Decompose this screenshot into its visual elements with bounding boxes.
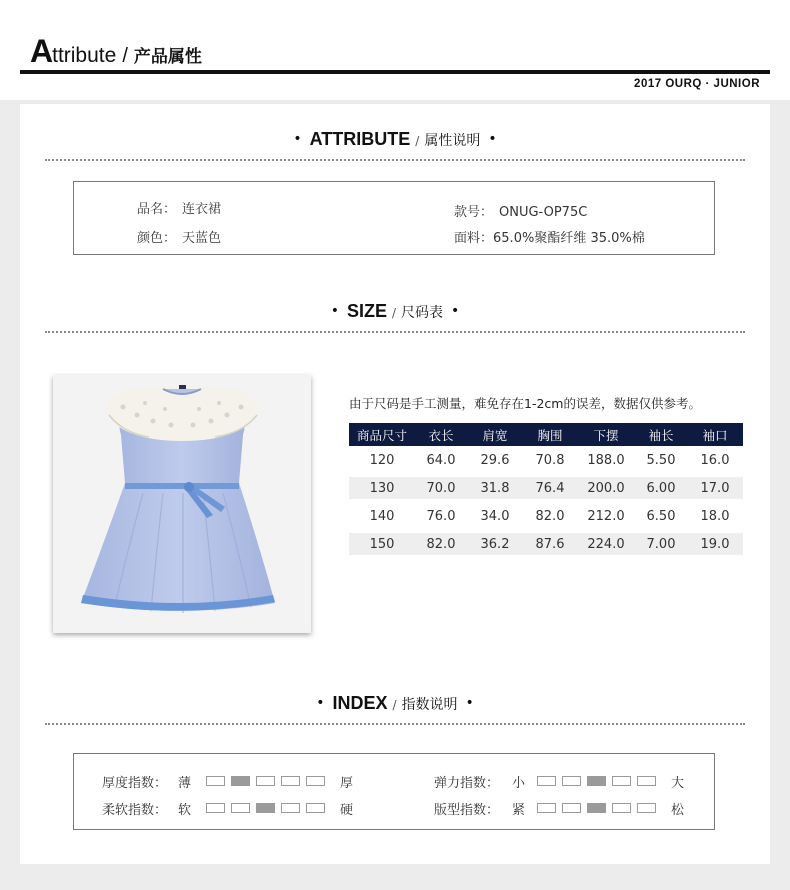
index-heading (20, 693, 770, 714)
table-cell: 188.0 (587, 452, 625, 468)
attr-fabric-value: 65.0%聚酯纤维 35.0%棉 (493, 231, 645, 246)
bullet-icon: • (451, 303, 460, 319)
table-cell: 82.0 (535, 508, 565, 524)
index-high-label: 松 (671, 803, 685, 818)
bullet-icon: • (465, 695, 474, 711)
index-cell (562, 803, 581, 813)
attr-fabric (454, 227, 645, 246)
table-cell: 150 (349, 532, 415, 557)
column-header: 肩宽 (467, 423, 523, 446)
size-heading-en: SIZE (346, 301, 387, 321)
bullet-icon: • (316, 695, 325, 711)
index-cell (562, 776, 581, 786)
index-cell-active (587, 776, 606, 786)
attr-name (137, 198, 221, 217)
table-cell: 17.0 (687, 476, 743, 501)
attr-style (454, 201, 587, 220)
attr-name-label: 品名： (137, 202, 177, 217)
heading-slash: / (392, 698, 397, 712)
table-cell: 29.6 (480, 452, 510, 468)
softness-index (102, 799, 382, 817)
table-row (349, 532, 743, 557)
table-cell: 6.50 (646, 508, 676, 524)
dotted-divider (45, 331, 745, 333)
size-chart-note: 由于尺码是手工测量，难免存在1-2cm的误差，数据仅供参考。 (349, 396, 701, 411)
index-high-label: 厚 (340, 776, 354, 791)
index-label: 柔软指数： (102, 803, 168, 818)
size-chart-table (349, 423, 743, 558)
table-cell: 16.0 (700, 452, 730, 468)
column-header: 商品尺寸 (349, 423, 415, 446)
index-cell (637, 803, 656, 813)
index-scale (206, 803, 331, 818)
heading-slash: / (415, 134, 420, 148)
table-row (349, 476, 743, 501)
fit-index (434, 799, 714, 817)
size-heading (20, 301, 770, 322)
dotted-divider (45, 159, 745, 161)
index-cell-active (231, 776, 250, 786)
index-label: 厚度指数： (102, 776, 168, 791)
attr-color (137, 227, 221, 246)
index-heading-cn: 指数说明 (401, 697, 458, 713)
table-cell: 212.0 (587, 508, 625, 524)
thickness-index (102, 772, 382, 790)
dress-illustration (53, 375, 311, 633)
content-card (20, 104, 770, 864)
bullet-icon: • (488, 131, 497, 147)
brand-title (30, 33, 202, 70)
table-cell: 87.6 (523, 532, 577, 557)
table-cell: 200.0 (577, 476, 635, 501)
index-label: 弹力指数： (434, 776, 500, 791)
table-cell: 140 (369, 508, 395, 524)
index-cell-active (587, 803, 606, 813)
table-cell: 5.50 (646, 452, 676, 468)
dotted-divider (45, 723, 745, 725)
attribute-heading-en: ATTRIBUTE (309, 129, 411, 149)
table-cell: 18.0 (700, 508, 730, 524)
attribute-heading (20, 129, 770, 150)
index-low-label: 小 (512, 776, 526, 791)
attr-color-label: 颜色： (137, 231, 177, 246)
attr-style-value: ONUG-OP75C (499, 205, 588, 220)
column-header: 下摆 (577, 423, 635, 446)
index-low-label: 软 (178, 803, 192, 818)
index-cell (206, 803, 225, 813)
index-high-label: 硬 (340, 803, 354, 818)
attribute-box (73, 181, 715, 255)
product-photo (53, 375, 311, 633)
index-cell (612, 803, 631, 813)
table-row (349, 446, 743, 476)
index-cell (537, 803, 556, 813)
page-header (0, 0, 790, 100)
table-cell: 224.0 (577, 532, 635, 557)
index-cell (281, 776, 300, 786)
index-cell (281, 803, 300, 813)
index-low-label: 薄 (178, 776, 192, 791)
index-low-label: 紧 (512, 803, 526, 818)
column-header: 袖长 (635, 423, 687, 446)
index-cell (206, 776, 225, 786)
table-cell: 70.8 (535, 452, 565, 468)
index-scale (537, 803, 662, 818)
table-cell: 76.0 (426, 508, 456, 524)
column-header: 衣长 (415, 423, 467, 446)
attribute-heading-cn: 属性说明 (424, 133, 481, 149)
table-cell: 76.4 (523, 476, 577, 501)
header-rule (20, 70, 770, 74)
bullet-icon: • (293, 131, 302, 147)
index-cell (537, 776, 556, 786)
index-high-label: 大 (671, 776, 685, 791)
index-heading-en: INDEX (332, 693, 388, 713)
column-header: 胸围 (523, 423, 577, 446)
index-scale (537, 776, 662, 791)
attr-name-value: 连衣裙 (182, 202, 222, 217)
elasticity-index (434, 772, 714, 790)
index-cell (637, 776, 656, 786)
bullet-icon: • (330, 303, 339, 319)
table-header-row (349, 423, 743, 446)
index-cell (306, 776, 325, 786)
table-cell: 31.8 (467, 476, 523, 501)
index-label: 版型指数： (434, 803, 500, 818)
column-header: 袖口 (687, 423, 743, 446)
table-cell: 120 (369, 452, 395, 468)
index-cell (306, 803, 325, 813)
table-cell: 7.00 (635, 532, 687, 557)
title-slash: / (122, 45, 128, 67)
attr-fabric-label: 面料： (454, 231, 494, 246)
index-cell (256, 776, 275, 786)
title-cn: 产品属性 (133, 47, 202, 67)
size-heading-cn: 尺码表 (401, 305, 444, 321)
table-cell: 70.0 (415, 476, 467, 501)
heading-slash: / (391, 306, 397, 320)
table-cell: 19.0 (687, 532, 743, 557)
index-cell-active (256, 803, 275, 813)
title-rest: ttribute (52, 44, 117, 67)
header-tagline: 2017 OURQ · JUNIOR (634, 78, 760, 90)
table-row (349, 501, 743, 532)
attr-style-label: 款号： (454, 205, 494, 220)
index-cell (612, 776, 631, 786)
index-box (73, 753, 715, 830)
table-cell: 64.0 (426, 452, 456, 468)
index-cell (231, 803, 250, 813)
table-cell: 82.0 (415, 532, 467, 557)
attr-color-value: 天蓝色 (182, 231, 222, 246)
title-initial: A (30, 33, 53, 69)
table-cell: 6.00 (635, 476, 687, 501)
table-cell: 34.0 (480, 508, 510, 524)
table-cell: 36.2 (467, 532, 523, 557)
table-cell: 130 (349, 476, 415, 501)
index-scale (206, 776, 331, 791)
